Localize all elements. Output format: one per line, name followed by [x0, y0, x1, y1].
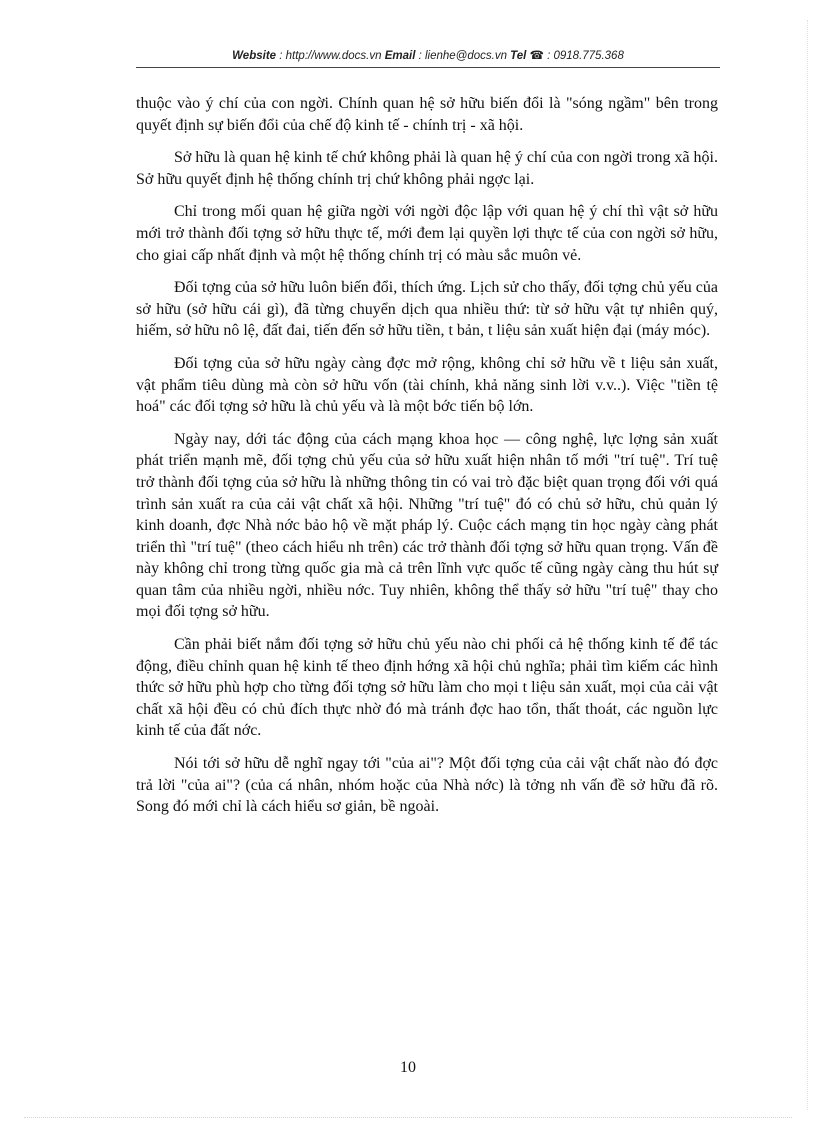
website-label: Website — [232, 50, 277, 62]
document-body — [136, 93, 718, 829]
tel-value: : 0918.775.368 — [543, 50, 624, 62]
header-divider — [136, 67, 720, 68]
website-value[interactable]: : http://www.docs.vn — [276, 50, 385, 62]
page-header — [136, 48, 720, 62]
paragraph-2: Sở hữu là quan hệ kinh tế chứ không phải là quan hệ ý chí của con ngời trong xã hội. Sở hữu quyết định hệ thống chính trị chứ không phải ngợc lại. — [136, 149, 718, 188]
page-number: 10 — [400, 1059, 416, 1076]
paragraph-7: Cần phải biết nắm đối tợng sở hữu chủ yếu nào chi phối cả hệ thống kinh tế để tác động, điều chỉnh quan hệ kinh tế theo định hớng xã hội chủ nghĩa; phải tìm kiếm các hình thức sở hữu phù hợp cho từng đối tợng sở hữu làm cho mọi t liệu sản xuất, mọi của cải vật chất xã hội đều có chủ đích thực nhờ đó mà tránh đợc hao tổn, thất thoát, các nguồn lực kinh tế của đất nớc. — [136, 636, 718, 740]
paragraph-3: Chỉ trong mối quan hệ giữa ngời với ngời độc lập với quan hệ ý chí thì vật sở hữu mới trở thành đối tợng sở hữu thực tế, mới đem lại quyền lợi thực tế của con ngời sở hữu, cho giai cấp nhất định và một hệ thống chính trị có màu sắc muôn vẻ. — [136, 203, 718, 264]
right-dotted-border — [807, 20, 808, 1110]
paragraph-5: Đối tợng của sở hữu ngày càng đợc mở rộng, không chỉ sở hữu về t liệu sản xuất, vật phẩm tiêu dùng mà còn sở hữu vốn (tài chính, khả năng sinh lời v.v..). Việc "tiền tệ hoá" các đối tợng sở hữu là chủ yếu và là một bớc tiến bộ lớn. — [136, 354, 718, 416]
paragraph-1: thuộc vào ý chí của con ngời. Chính quan hệ sở hữu biến đổi là "sóng ngầm" bên trong quyết định sự biến đổi của chế độ kinh tế - chính trị - xã hội. — [136, 95, 718, 134]
email-value[interactable]: : lienhe@docs.vn — [415, 50, 511, 62]
tel-label: Tel — [510, 50, 527, 62]
paragraph-6: Ngày nay, dới tác động của cách mạng khoa học — công nghệ, lực lợng sản xuất phát triển mạnh mẽ, đối tợng chủ yếu của sở hữu xuất hiện nhân tố mới "trí tuệ". Trí tuệ trở thành đối tợng của sở hữu là những thông tin có vai trò đặc biệt quan trọng đối với quá trình sản xuất ra của cải vật chất xã hội. Những "trí tuệ" đó có chủ sở hữu, chủ quản lý kinh doanh, đợc Nhà nớc bảo hộ về mặt pháp lý. Cuộc cách mạng tin học ngày càng phát triển thì "trí tuệ" (theo cách hiểu nh trên) các trở thành đối tợng sở hữu quan trọng. Vấn đề này không chỉ trong từng quốc gia mà cả trên lĩnh vực quốc tế cũng ngày càng thu hút sự quan tâm của nhiều ngời, nhiều nớc. Tuy nhiên, không thể thấy sở hữu "trí tuệ" thay cho mọi đối tợng sở hữu. — [136, 430, 718, 621]
bottom-dotted-border — [24, 1117, 792, 1118]
phone-icon: ☎ — [529, 50, 544, 62]
email-label: Email — [384, 50, 416, 62]
paragraph-8: Nói tới sở hữu dễ nghĩ ngay tới "của ai"? Một đối tợng của cải vật chất nào đó đợc trả lời "của ai"? (của cá nhân, nhóm hoặc của Nhà nớc) là tởng nh vấn đề sở hữu đã rõ. Song đó mới chỉ là cách hiểu sơ giản, bề ngoài. — [136, 755, 718, 816]
paragraph-4: Đối tợng của sở hữu luôn biến đổi, thích ứng. Lịch sử cho thấy, đối tợng chủ yếu của sở hữu (sở hữu cái gì), đã từng chuyển dịch qua nhiều thứ: từ sở hữu vật tự nhiên quý, hiếm, sở hữu nô lệ, đất đai, tiến đến sở hữu tiền, t bản, t liệu sản xuất hiện đại (máy móc). — [136, 279, 718, 340]
